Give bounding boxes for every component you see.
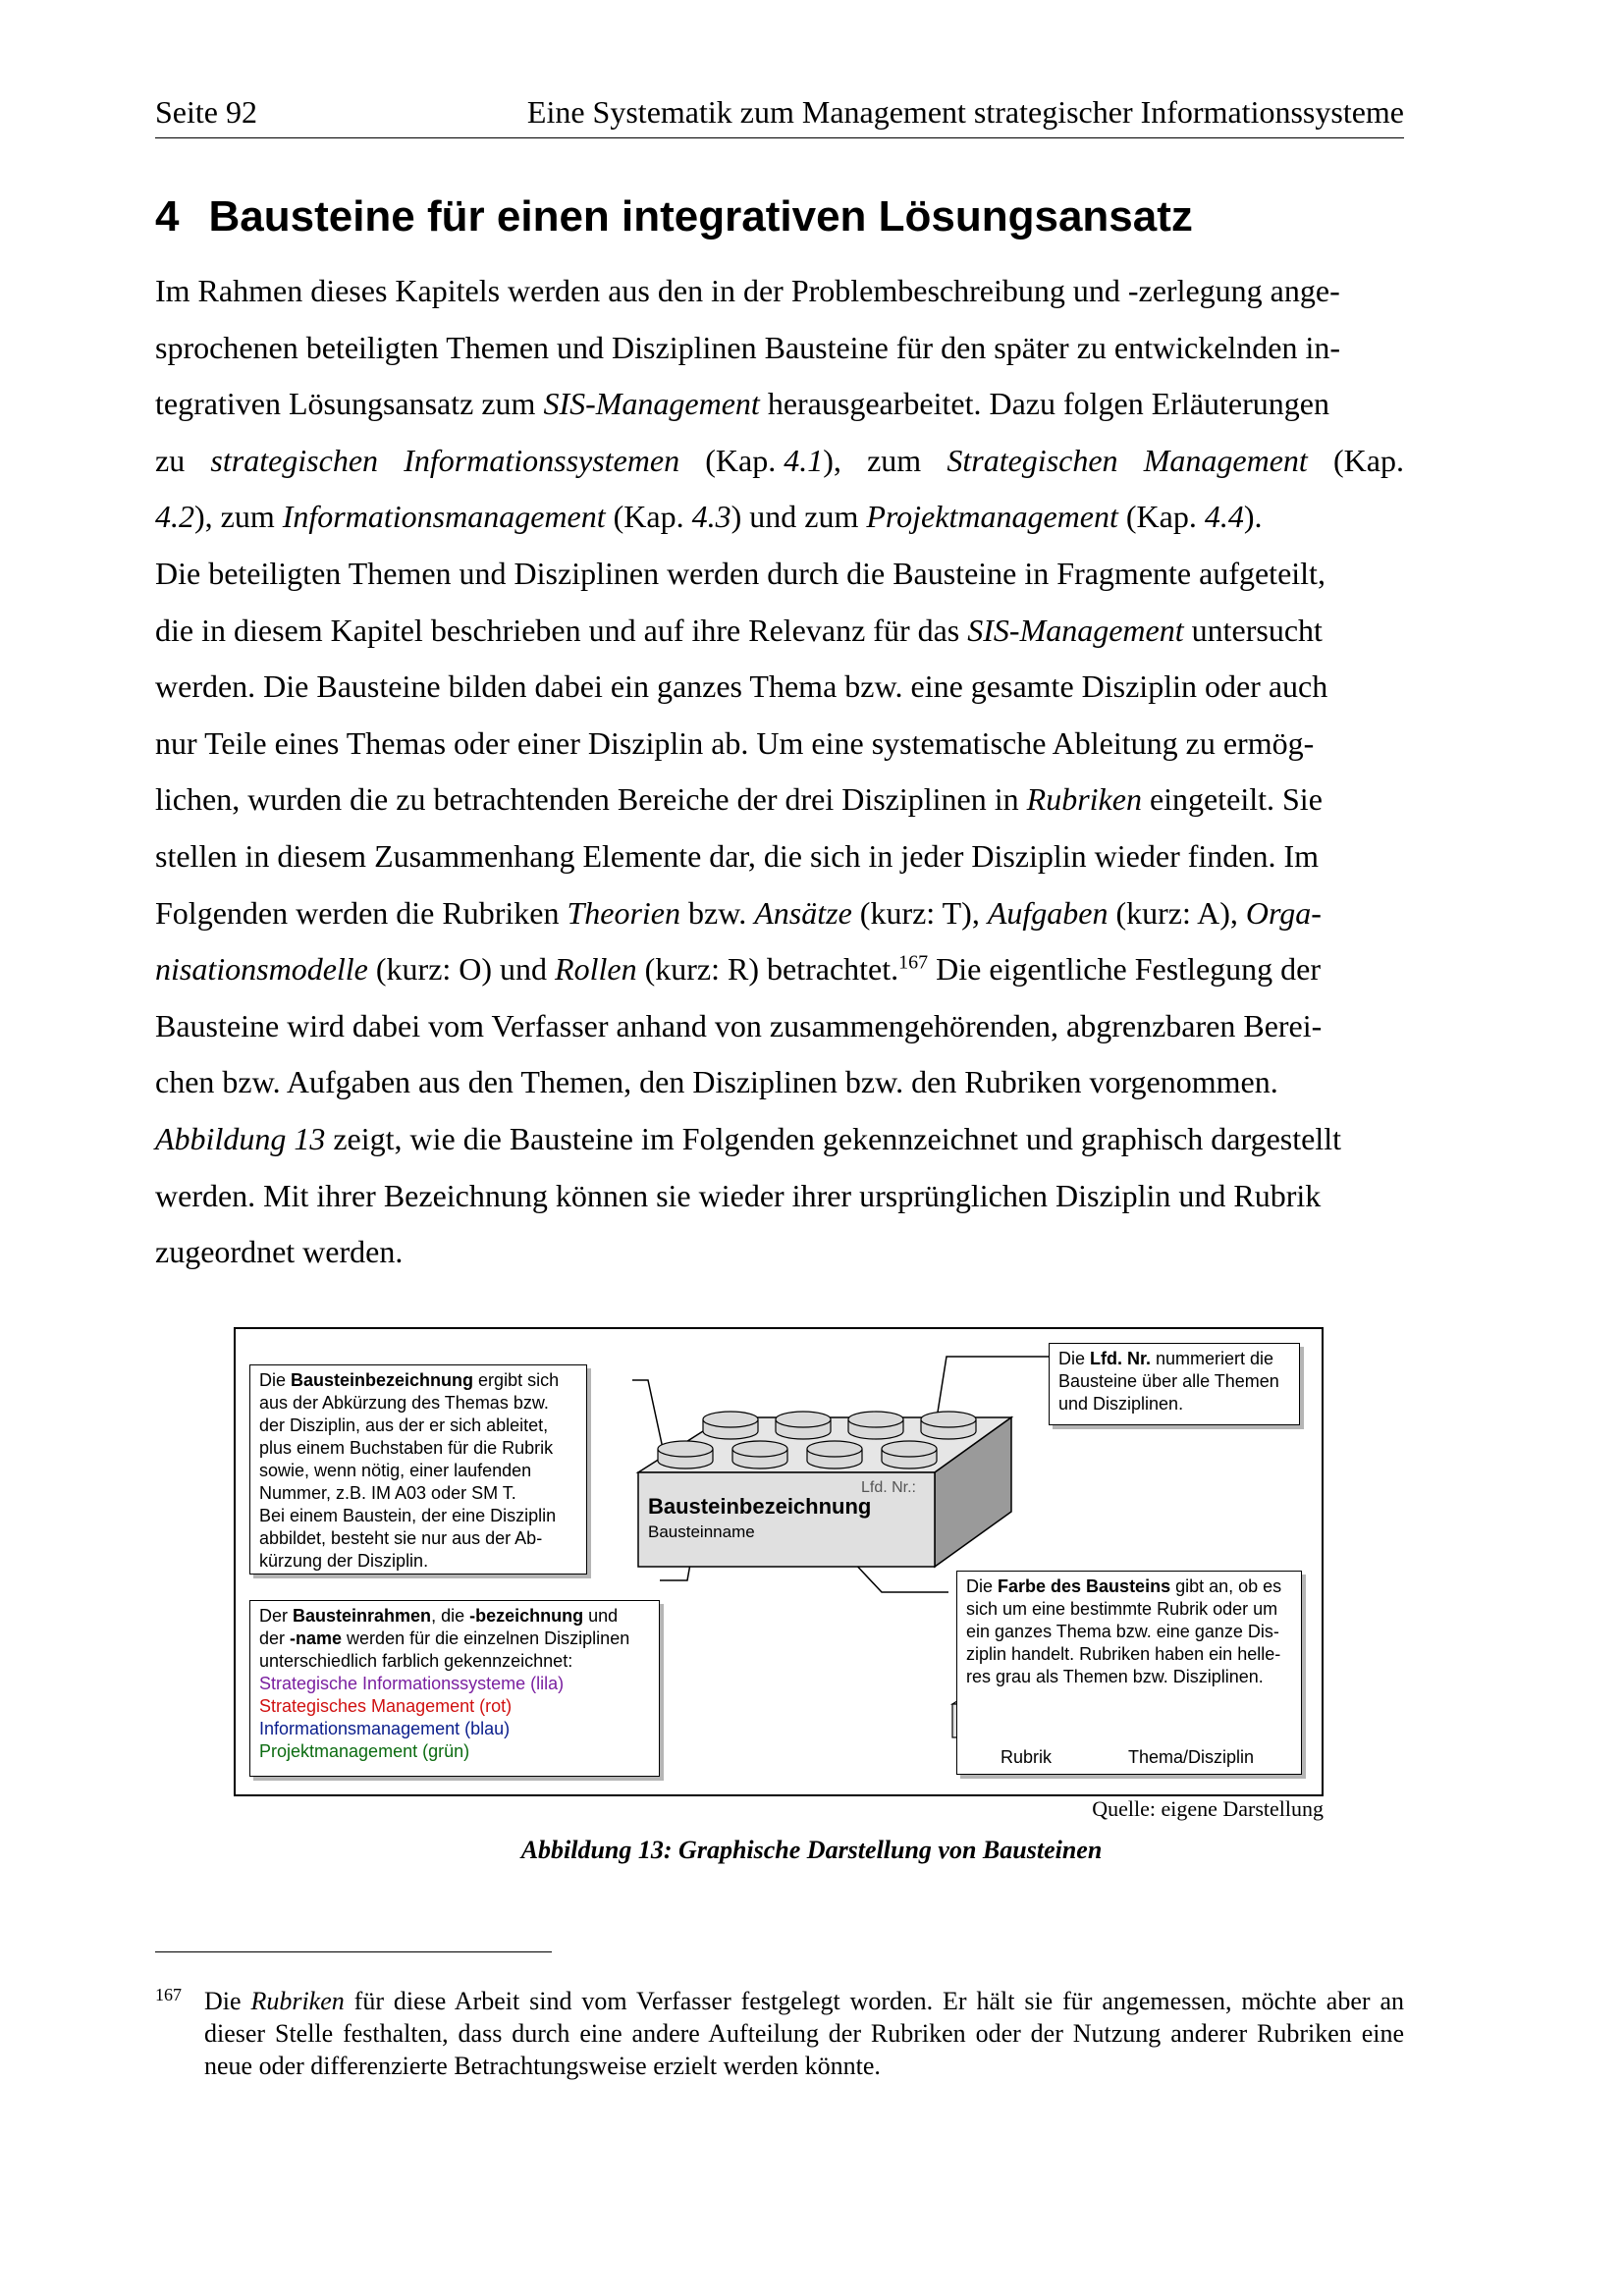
chapter-number: 4 bbox=[155, 192, 180, 240]
text-line bbox=[155, 716, 1404, 773]
figure-ref[interactable]: Abbildung 13 bbox=[155, 1120, 326, 1156]
text-line bbox=[155, 828, 1404, 885]
callout-line: res grau als Themen bzw. Disziplinen. bbox=[966, 1667, 1264, 1686]
brick-name: Bausteinname bbox=[648, 1522, 755, 1541]
callout-line: Nummer, z.B. IM A03 oder SM T. bbox=[259, 1483, 516, 1503]
text-line bbox=[155, 603, 1404, 660]
text-line bbox=[155, 433, 1404, 490]
figure-13 bbox=[234, 1327, 1324, 1796]
footnote-167 bbox=[155, 1985, 1404, 2082]
callout-line: Die Lfd. Nr. nummeriert die bbox=[1058, 1349, 1274, 1368]
text-run: stellen in diesem Zusammenhang Elemente dar, die sich in jeder Disziplin wieder finden. Im bbox=[155, 837, 1320, 874]
brick-number-label: Lfd. Nr.: bbox=[860, 1479, 916, 1496]
callout-line: der Disziplin, aus der er sich ableitet, bbox=[259, 1415, 549, 1435]
text-line bbox=[155, 1224, 1404, 1281]
text-line bbox=[155, 546, 1404, 603]
text-line bbox=[155, 659, 1404, 716]
callout-line: Die Bausteinbezeichnung ergibt sich bbox=[259, 1370, 560, 1390]
text-line: 4.2), zum Informationsmanagement (Kap. 4.3) und zum Projektmanagement (Kap. 4.4). bbox=[155, 499, 1263, 535]
paragraph-3 bbox=[155, 1111, 1404, 1281]
text-line bbox=[155, 772, 1404, 828]
text-run: nisationsmodelle (kurz: O) und Rollen (kurz: R) betrachtet.$^{167}$ Die eigentliche Festlegung der bbox=[155, 951, 1321, 988]
text-run: zum bbox=[867, 442, 922, 478]
text-line bbox=[155, 320, 1404, 377]
callout-line: sowie, wenn nötig, einer laufenden bbox=[259, 1461, 532, 1480]
term-sis-management: SIS-Management bbox=[543, 386, 760, 422]
label-thema: Thema/Disziplin bbox=[1128, 1747, 1255, 1767]
callout-frame bbox=[249, 1600, 660, 1777]
callout-line: sich um eine bestimmte Rubrik oder um bbox=[966, 1599, 1278, 1619]
callout-line: und Disziplinen. bbox=[1058, 1394, 1184, 1414]
text-run: Im Rahmen dieses Kapitels werden aus den in der Problembeschreibung und -zerlegung ange- bbox=[155, 273, 1340, 308]
callout-line: Der Bausteinrahmen, die -bezeichnung und bbox=[259, 1606, 619, 1626]
stud bbox=[848, 1412, 903, 1439]
stud bbox=[921, 1412, 976, 1439]
text-line bbox=[155, 1168, 1404, 1225]
text-line bbox=[155, 885, 1404, 942]
callout-line: Die Farbe des Bausteins gibt an, ob es bbox=[966, 1576, 1282, 1596]
text-run: strategischen bbox=[210, 442, 379, 478]
footnote-rule bbox=[155, 1951, 552, 1952]
text-run: Strategischen bbox=[947, 442, 1118, 478]
brick-designation: Bausteinbezeichnung bbox=[648, 1494, 872, 1519]
callout-line: plus einem Buchstaben für die Rubrik bbox=[259, 1438, 554, 1458]
discipline-sis: Strategische Informationssysteme (lila) bbox=[259, 1674, 565, 1693]
chapter-heading bbox=[155, 192, 1193, 241]
body-text bbox=[155, 263, 1404, 1281]
text-run: (Kap. bbox=[1332, 442, 1404, 478]
footnote-number: 167 bbox=[155, 1985, 182, 2004]
text-run: Bausteine wird dabei vom Verfasser anhand von zusammengehörenden, abgrenzbaren Berei- bbox=[155, 1007, 1323, 1043]
text-line bbox=[155, 1054, 1404, 1111]
discipline-sm: Strategisches Management (rot) bbox=[259, 1696, 513, 1716]
chapter-ref[interactable]: 4.3 bbox=[691, 499, 731, 535]
text-line bbox=[155, 998, 1404, 1055]
text-run: sprochenen beteiligten Themen und Disziplinen Bausteine für den später zu entwickelnden in- bbox=[155, 329, 1341, 365]
text-run: die in diesem Kapitel beschrieben und auf ihre Relevanz für das SIS-Management untersucht bbox=[155, 612, 1323, 648]
text-run: Die beteiligten Themen und Disziplinen werden durch die Bausteine in Fragmente aufgeteilt, bbox=[155, 555, 1325, 591]
callout-line: aus der Abkürzung des Themas bzw. bbox=[259, 1393, 549, 1413]
text-run: werden. Die Bausteine bilden dabei ein ganzes Thema bzw. eine gesamte Disziplin oder auch bbox=[155, 668, 1328, 705]
text-run: zu bbox=[155, 442, 186, 478]
text-run: Folgenden werden die Rubriken Theorien bzw. Ansätze (kurz: T), Aufgaben (kurz: A), Orga- bbox=[155, 894, 1322, 931]
running-title: Eine Systematik zum Management strategischer Informationssysteme bbox=[526, 94, 1404, 130]
text-run: zugeordnet werden. bbox=[155, 1234, 404, 1270]
callout-line: der -name werden für die einzelnen Disziplinen bbox=[259, 1629, 630, 1648]
chapter-ref[interactable]: 4.2 bbox=[155, 499, 194, 535]
text-line bbox=[155, 941, 1404, 998]
callout-line: Bausteine über alle Themen bbox=[1058, 1371, 1279, 1391]
text-run: tegrativen Lösungsansatz zum SIS-Management herausgearbeitet. Dazu folgen Erläuterungen bbox=[155, 386, 1329, 422]
text-line bbox=[155, 263, 1404, 320]
text-run: Management bbox=[1143, 442, 1308, 478]
figure-source: Quelle: eigene Darstellung bbox=[1092, 1796, 1324, 1821]
text-line bbox=[155, 376, 1404, 433]
text-run: lichen, wurden die zu betrachtenden Bereiche der drei Disziplinen in Rubriken eingeteilt. Sie bbox=[155, 781, 1323, 818]
footnote-text: Die Rubriken für diese Arbeit sind vom Verfasser festgelegt worden. Er hält sie für angemessen, möchte aber an dieser Stelle festhalten, dass durch eine andere Aufteilung der Rubriken oder der Nutzung anderer Rubriken eine neue oder differenzierte Betrachtungsweise erzielt werden könnte. bbox=[204, 1987, 1404, 2080]
brick-illustration bbox=[638, 1412, 1011, 1567]
discipline-im: Informationsmanagement (blau) bbox=[259, 1719, 511, 1738]
stud bbox=[882, 1441, 937, 1468]
stud bbox=[807, 1441, 862, 1468]
callout-line: kürzung der Disziplin. bbox=[259, 1551, 429, 1571]
callout-designation bbox=[249, 1364, 587, 1575]
callout-line: Bei einem Baustein, der eine Disziplin bbox=[259, 1506, 557, 1525]
text-line bbox=[155, 1111, 1404, 1168]
callout-number bbox=[1049, 1343, 1300, 1425]
discipline-pm: Projektmanagement (grün) bbox=[259, 1741, 470, 1761]
text-run: Informationssystemen bbox=[404, 442, 680, 478]
text-run: nur Teile eines Themas oder einer Disziplin ab. Um eine systematische Ableitung zu ermög- bbox=[155, 724, 1315, 761]
paragraph-2 bbox=[155, 546, 1404, 1111]
footnote-marker[interactable]: 167 bbox=[898, 951, 929, 974]
paragraph-1 bbox=[155, 263, 1404, 546]
chapter-ref[interactable]: 4.4 bbox=[1204, 499, 1244, 535]
chapter-ref[interactable]: 4.1 bbox=[784, 442, 824, 478]
stud bbox=[703, 1412, 758, 1439]
chapter-title: Bausteine für einen integrativen Lösungsansatz bbox=[208, 192, 1193, 240]
callout-line: unterschiedlich farblich gekennzeichnet: bbox=[259, 1651, 573, 1671]
callout-line: ein ganzes Thema bzw. eine ganze Dis- bbox=[966, 1622, 1279, 1641]
callout-line: abbildet, besteht sie nur aus der Ab- bbox=[259, 1528, 543, 1548]
page-number: Seite 92 bbox=[155, 94, 257, 130]
callout-color bbox=[956, 1571, 1302, 1775]
label-rubrik: Rubrik bbox=[1001, 1747, 1053, 1767]
stud bbox=[776, 1412, 831, 1439]
text-run: werden. Mit ihrer Bezeichnung können sie wieder ihrer ursprünglichen Disziplin und Rubrik bbox=[155, 1177, 1322, 1213]
stud bbox=[658, 1441, 713, 1468]
text-run: (Kap. 4.1), bbox=[705, 442, 841, 478]
text-run: chen bzw. Aufgaben aus den Themen, den Disziplinen bzw. den Rubriken vorgenommen. bbox=[155, 1064, 1278, 1100]
stud bbox=[732, 1441, 787, 1468]
text-run: Abbildung 13 zeigt, wie die Bausteine im Folgenden gekennzeichnet und graphisch dargestellt bbox=[155, 1120, 1341, 1156]
running-header bbox=[155, 94, 1404, 138]
figure-caption: Abbildung 13: Graphische Darstellung von Bausteinen bbox=[520, 1836, 1103, 1864]
callout-line: ziplin handelt. Rubriken haben ein helle- bbox=[966, 1644, 1281, 1664]
